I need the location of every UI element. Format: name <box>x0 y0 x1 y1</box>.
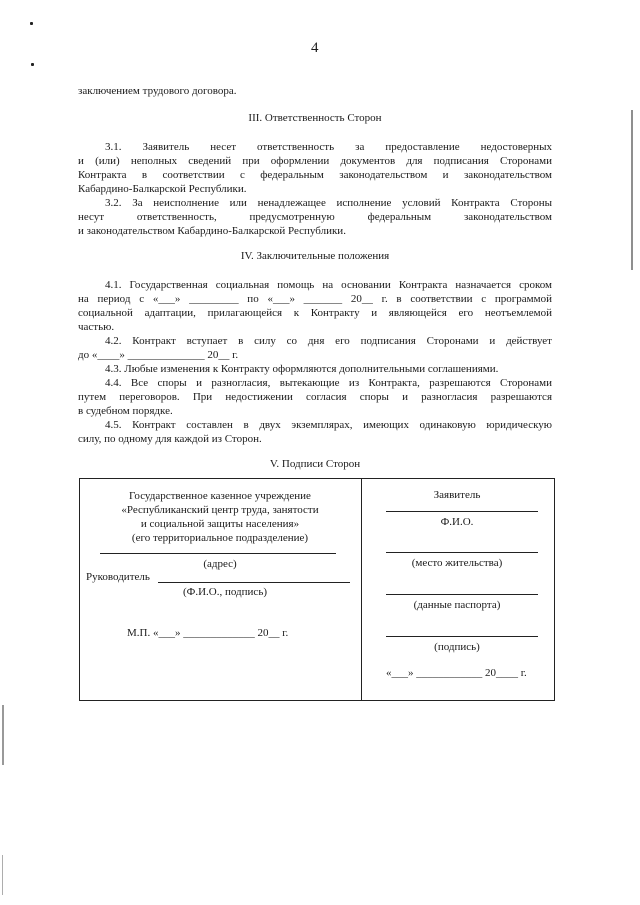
s4-p2-line: до «____» ______________ 20__ г. <box>78 349 239 361</box>
head-label: Руководитель <box>86 571 150 583</box>
org-name-line: «Республиканский центр труда, занятости <box>121 504 319 516</box>
applicant-date-line: «___» ____________ 20____ г. <box>386 667 527 679</box>
s3-p1-line: Кабардино-Балкарской Республики. <box>78 183 247 195</box>
s4-p1-line: социальной адаптации, прилагающейся к Контракту и являющейся его неотъемлемой <box>78 307 552 319</box>
passport-line <box>386 594 538 595</box>
head-signature-line <box>158 582 350 583</box>
s4-p4-line: 4.4. Все споры и разногласия, вытекающие из Контракта, разрешаются Сторонами <box>105 377 552 389</box>
s3-p1-line: Контракта в соответствии с федеральным законодательством и законодательством <box>78 169 552 181</box>
scan-edge-mark <box>631 110 633 270</box>
section-4-title: IV. Заключительные положения <box>240 250 390 262</box>
stamp-date-line: М.П. «___» _____________ 20__ г. <box>127 627 289 639</box>
s4-p1-line: частью. <box>78 321 115 333</box>
fio-label: Ф.И.О. <box>440 516 474 528</box>
scan-edge-mark <box>2 855 3 895</box>
s4-p1-line: на период с «___» _________ по «___» _______ 20__ г. в соответствии с программой <box>78 293 552 305</box>
applicant-title: Заявитель <box>433 489 481 501</box>
signatures-divider <box>361 478 362 700</box>
s4-p3-line: 4.3. Любые изменения к Контракту оформляются дополнительными соглашениями. <box>105 363 499 375</box>
address-line <box>100 553 336 554</box>
scan-edge-mark <box>2 705 4 765</box>
org-name-line: и социальной защиты населения» <box>140 518 300 530</box>
s4-p5-line: 4.5. Контракт составлен в двух экземплярах, имеющих одинаковую юридическую <box>105 419 552 431</box>
org-name-line: Государственное казенное учреждение <box>129 490 311 502</box>
page-number: 4 <box>311 40 319 56</box>
signature-line <box>386 636 538 637</box>
s4-p1-line: 4.1. Государственная социальная помощь на основании Контракта назначается сроком <box>105 279 552 291</box>
s4-p4-line: в судебном порядке. <box>78 405 173 417</box>
continuation-text: заключением трудового договора. <box>78 85 237 97</box>
scan-dot <box>30 22 33 25</box>
s3-p1-line: 3.1. Заявитель несет ответственность за предоставление недостоверных <box>105 141 552 153</box>
s4-p2-line: 4.2. Контракт вступает в силу со дня его подписания Сторонами и действует <box>105 335 552 347</box>
signature-label: (подпись) <box>434 641 480 653</box>
residence-line <box>386 552 538 553</box>
section-5-title: V. Подписи Сторон <box>269 458 361 470</box>
passport-label: (данные паспорта) <box>413 599 501 611</box>
applicant-name-line <box>386 511 538 512</box>
s3-p2-line: несут ответственность, предусмотренную федеральным законодательством <box>78 211 552 223</box>
s3-p2-line: и законодательством Кабардино-Балкарской Республики. <box>78 225 346 237</box>
residence-label: (место жительства) <box>411 557 503 569</box>
section-3-title: III. Ответственность Сторон <box>248 112 382 124</box>
s4-p5-line: силу, по одному для каждой из Сторон. <box>78 433 262 445</box>
scan-dot <box>31 63 34 66</box>
fio-sign-label: (Ф.И.О., подпись) <box>183 586 267 598</box>
s3-p1-line: и (или) неполных сведений при оформлении документов для подписания Сторонами <box>78 155 552 167</box>
s3-p2-line: 3.2. За неисполнение или ненадлежащее исполнение условий Контракта Стороны <box>105 197 552 209</box>
address-label: (адрес) <box>203 558 237 570</box>
s4-p4-line: путем переговоров. При недостижении согласия споры и разногласия разрешаются <box>78 391 552 403</box>
org-name-line: (его территориальное подразделение) <box>131 532 309 544</box>
